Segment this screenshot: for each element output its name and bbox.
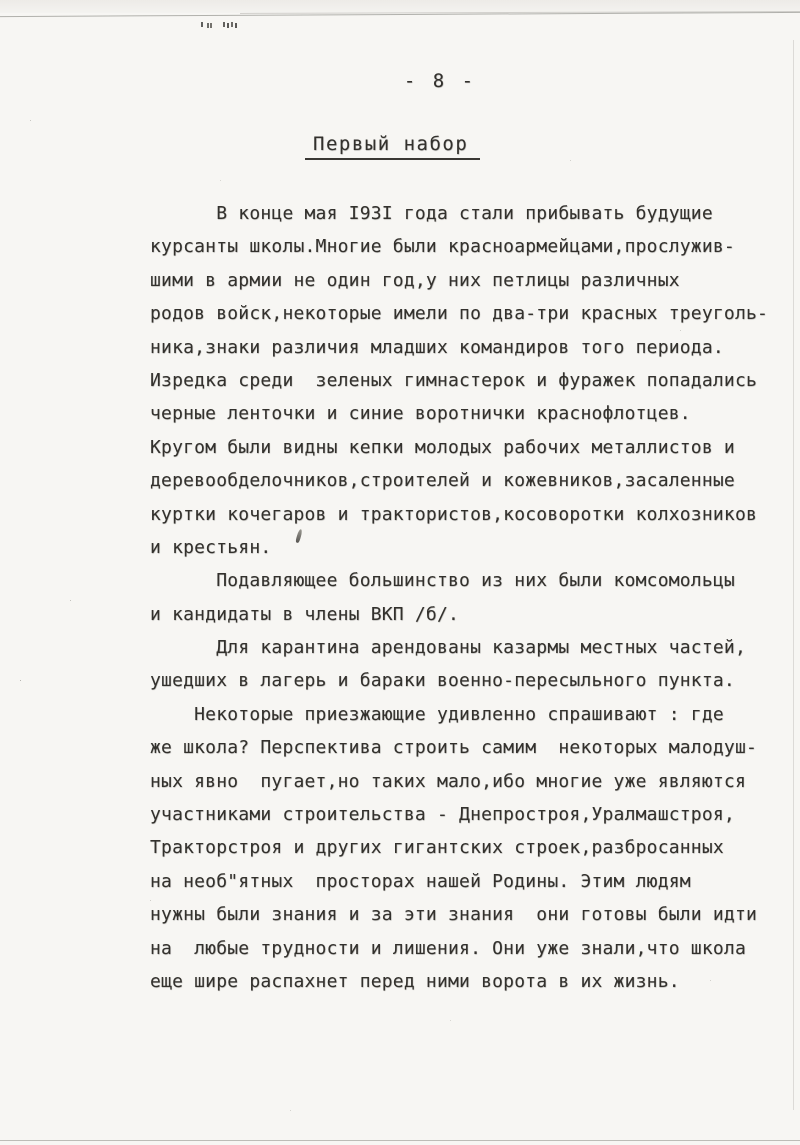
text-line: Подавляющее большинство из них были комсомольцы (150, 570, 735, 592)
text-line: Для карантина арендованы казармы местных частей, (150, 637, 746, 659)
text-line: ника,знаки различия младших командиров того периода. (150, 336, 724, 358)
text-line: еще шире распахнет перед ними ворота в их жизнь. (150, 970, 680, 992)
text-line: куртки кочегаров и трактористов,косоворотки колхозников (150, 503, 758, 525)
text-line: ных явно пугает,но таких мало,ибо многие уже являются (150, 770, 746, 792)
text-line: на любые трудности и лишения. Они уже знали,что школа (150, 937, 746, 959)
scan-bottom-edge-line (0, 1140, 800, 1141)
document-title (305, 133, 480, 160)
text-line: Изредка среди зеленых гимнастерок и фуражек попадались (150, 369, 758, 391)
text-line: нужны были знания и за эти знания они готовы были идти (150, 904, 758, 926)
scan-speckles (30, 120, 31, 121)
text-line: ушедших в лагерь и бараки военно-пересыльного пункта. (150, 670, 735, 692)
text-line: черные ленточки и синие воротнички краснофлотцев. (150, 403, 691, 425)
faint-stamp-marks (201, 22, 203, 27)
document-body (150, 197, 768, 998)
text-line: на необ"ятных просторах нашей Родины. Этим людям (150, 870, 691, 892)
text-line: и кандидаты в члены ВКП /б/. (150, 603, 460, 625)
text-line: Тракторстроя и других гигантских строек,разбросанных (150, 837, 724, 859)
text-line: родов войск,некоторые имели по два-три красных треуголь- (150, 303, 769, 325)
text-line: Кругом были видны кепки молодых рабочих металлистов и (150, 436, 735, 458)
text-line: Некоторые приезжающие удивленно спрашивают : где (150, 703, 724, 725)
text-line: же школа? Перспектива строить самим некоторых малодуш- (150, 737, 758, 759)
text-line: участниками строительства - Днепростроя,Уралмашстроя, (150, 804, 735, 826)
text-line: шими в армии не один год,у них петлицы различных (150, 269, 680, 291)
text-line: деревообделочников,строителей и кожевников,засаленные (150, 470, 735, 492)
text-line: и крестьян. (150, 536, 272, 558)
text-line: курсанты школы.Многие были красноармейцами,прослужив- (150, 236, 735, 258)
text-line: В конце мая I93I года стали прибывать будущие (150, 203, 713, 224)
page-number: - 8 - (403, 70, 477, 92)
scan-right-edge-line (793, 40, 794, 1110)
document-title-text: Первый набор (305, 133, 480, 160)
